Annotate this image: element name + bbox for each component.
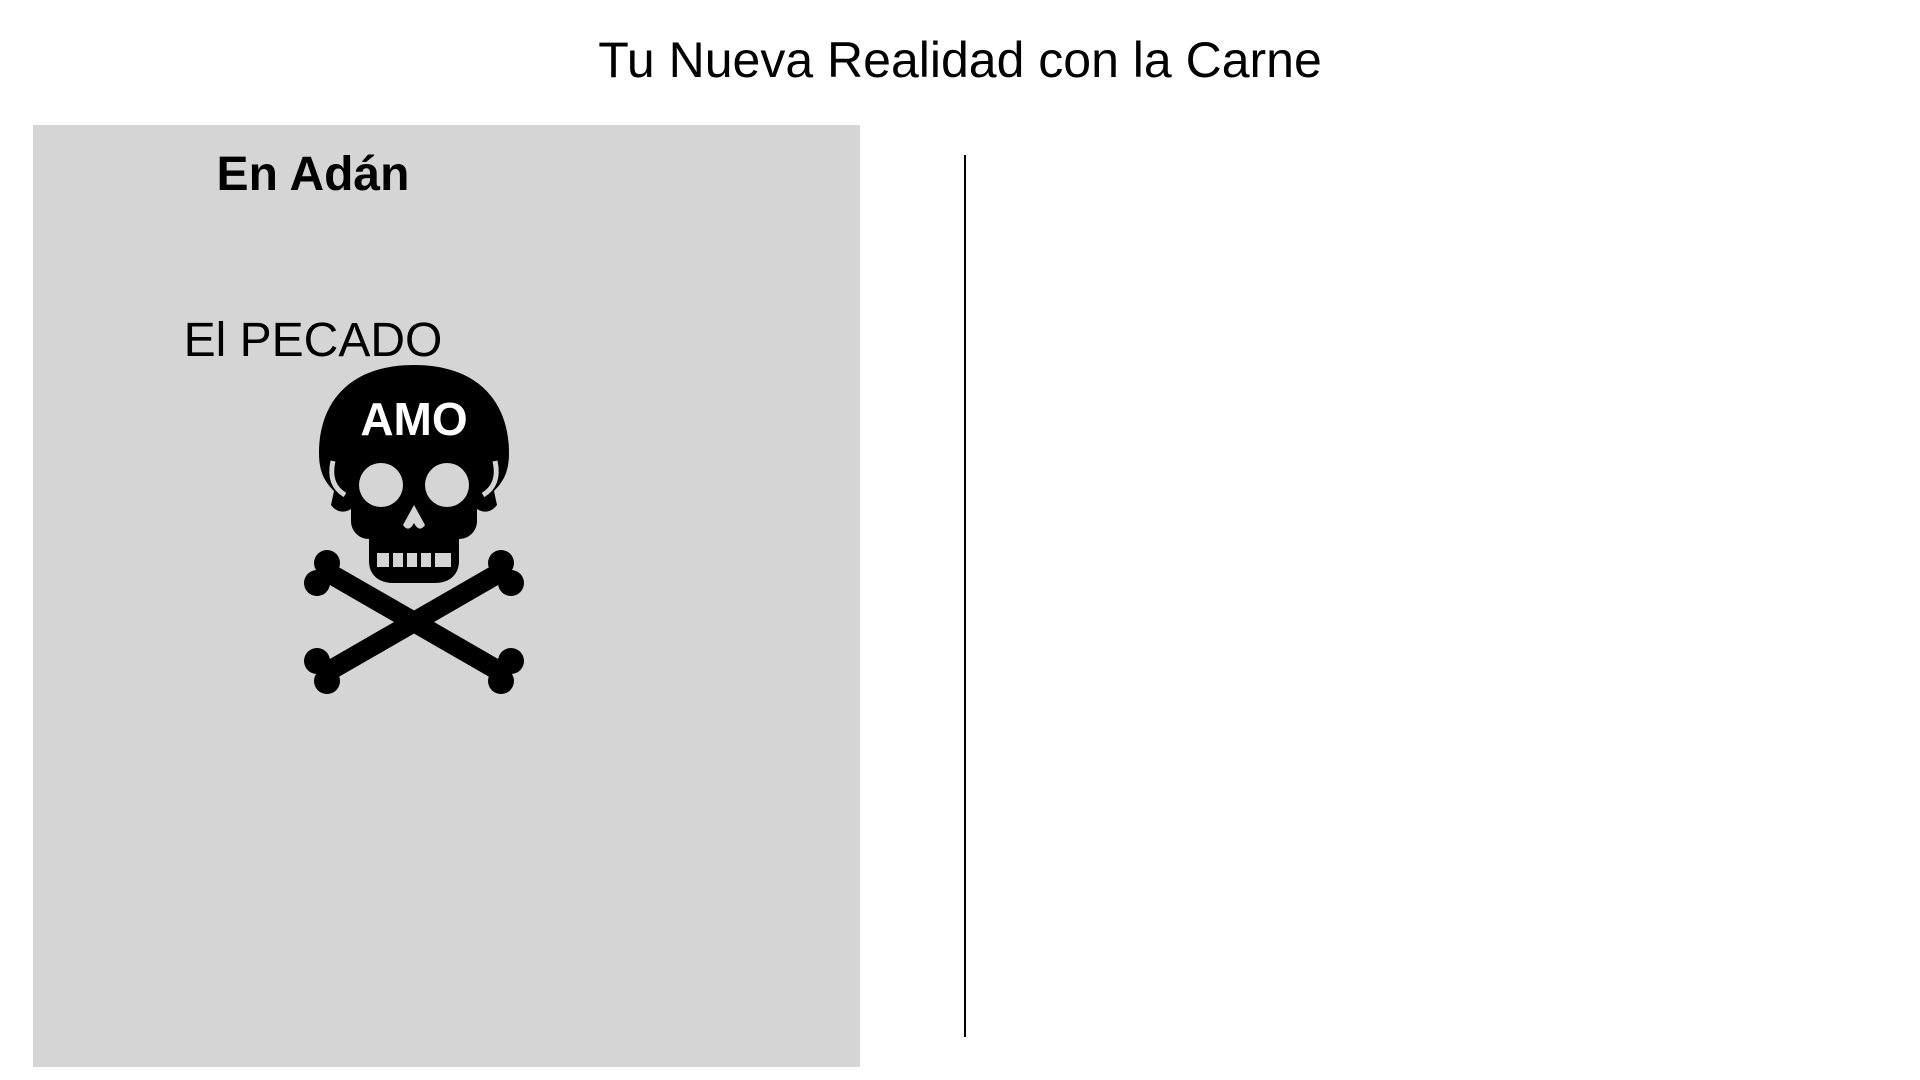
panel-heading: En Adán [216, 148, 410, 201]
right-panel [990, 125, 1890, 1067]
skull-crossbones-icon [289, 363, 539, 723]
sin-label: El PECADO [183, 314, 443, 367]
left-panel [33, 125, 860, 1067]
slide-title: Tu Nueva Realidad con la Carne [598, 32, 1322, 88]
skull-label: AMO [360, 393, 468, 445]
vertical-divider [964, 155, 966, 1037]
